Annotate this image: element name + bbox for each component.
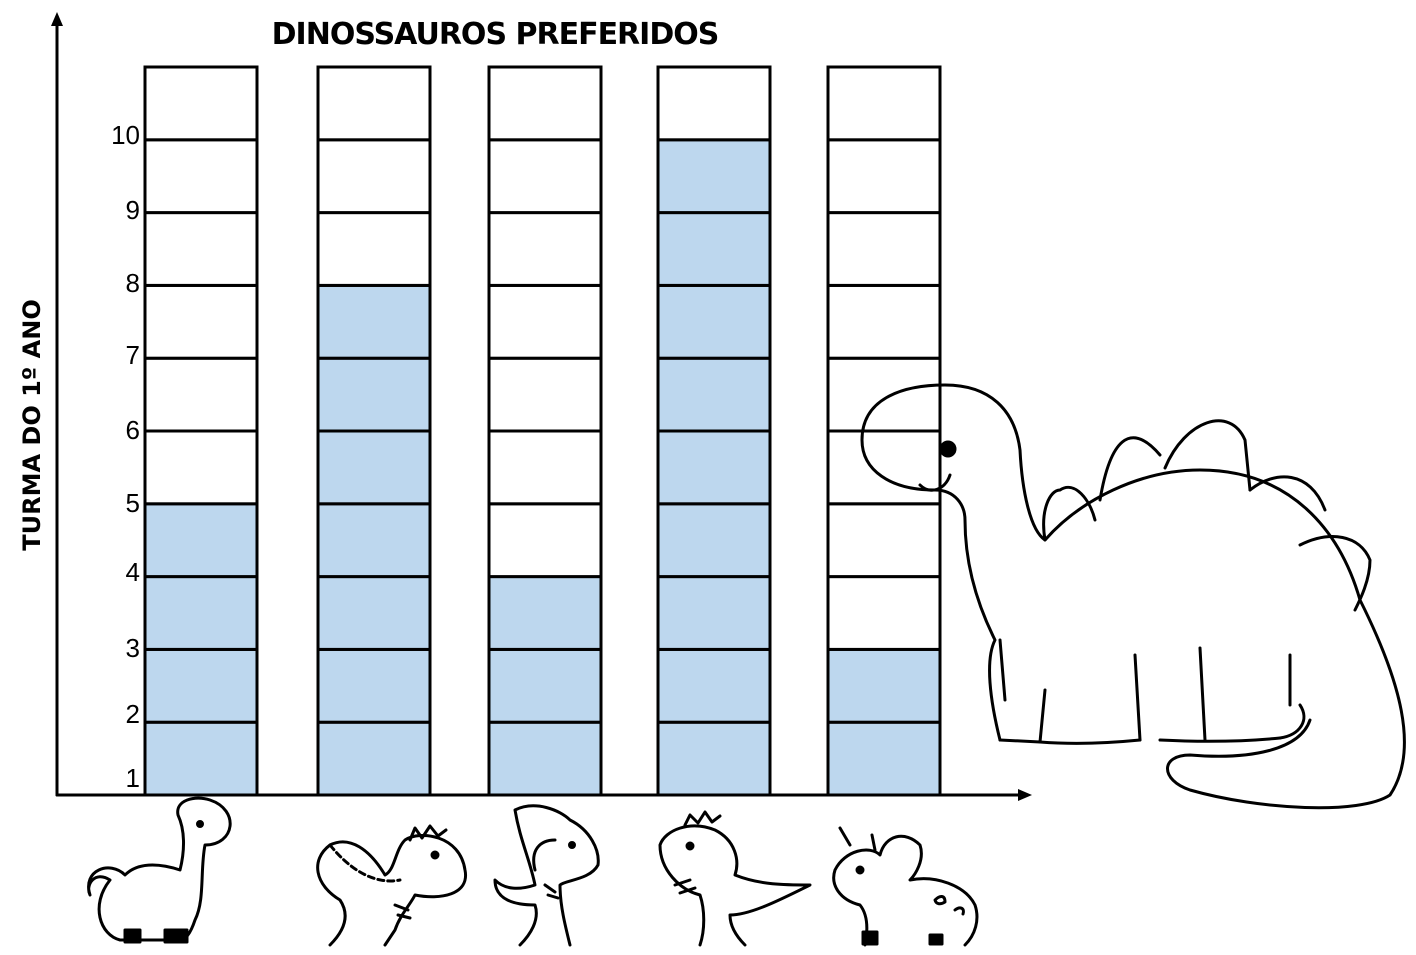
bar-cell-empty [489, 67, 601, 140]
bar-cell-empty [489, 140, 601, 213]
bar-column [145, 67, 257, 795]
y-axis-arrow-icon [51, 12, 63, 26]
y-tick-label: 4 [125, 557, 140, 587]
bar-cell-filled [145, 504, 257, 577]
bar-cell-filled [828, 649, 940, 722]
bar-cell-empty [318, 67, 430, 140]
y-tick-label: 1 [125, 763, 140, 793]
bar-cell-filled [658, 285, 770, 358]
bar-cell-empty [828, 285, 940, 358]
bar-cell-empty [489, 504, 601, 577]
y-tick-label: 8 [125, 268, 140, 298]
bar-cell-empty [489, 358, 601, 431]
bar-cell-filled [489, 722, 601, 795]
bar-cell-filled [658, 504, 770, 577]
bar-cell-empty [318, 213, 430, 286]
spiky-dinosaur-icon [660, 812, 810, 945]
bar-cell-filled [145, 722, 257, 795]
bar-cell-empty [828, 213, 940, 286]
bar-column [828, 67, 940, 795]
bar-cell-empty [828, 358, 940, 431]
bar-cell-filled [318, 649, 430, 722]
bar-cell-empty [145, 285, 257, 358]
bar-cell-empty [489, 285, 601, 358]
bar-cell-empty [318, 140, 430, 213]
bar-cell-empty [828, 67, 940, 140]
brachiosaurus-icon [89, 798, 231, 942]
y-tick-label: 7 [125, 340, 140, 370]
bar-cell-filled [828, 722, 940, 795]
x-axis-arrow-icon [1018, 789, 1032, 801]
bar-cell-filled [318, 358, 430, 431]
bar-cell-empty [828, 140, 940, 213]
bar-cell-filled [318, 722, 430, 795]
bar-cell-filled [318, 285, 430, 358]
bar-cell-empty [489, 213, 601, 286]
bar-cell-empty [489, 431, 601, 504]
bar-cell-filled [145, 649, 257, 722]
bar-column [658, 67, 770, 795]
triceratops-icon [834, 828, 977, 945]
y-tick-label: 6 [125, 415, 140, 445]
bar-cell-filled [318, 504, 430, 577]
bar-cell-filled [145, 577, 257, 650]
y-tick-label: 9 [125, 195, 140, 225]
bar-column [318, 67, 430, 795]
bar-cell-filled [489, 577, 601, 650]
bar-cell-empty [145, 67, 257, 140]
t-rex-icon [318, 826, 466, 945]
y-tick-label: 5 [125, 488, 140, 518]
bar-cell-filled [658, 213, 770, 286]
bar-cell-filled [318, 431, 430, 504]
bar-cell-filled [658, 577, 770, 650]
y-tick-label: 3 [125, 633, 140, 663]
bars [145, 67, 940, 795]
bar-cell-empty [658, 67, 770, 140]
bar-cell-filled [318, 577, 430, 650]
bar-cell-empty [828, 504, 940, 577]
y-tick-labels [111, 120, 140, 793]
y-tick-label: 2 [125, 699, 140, 729]
bar-cell-empty [145, 213, 257, 286]
bar-cell-filled [658, 140, 770, 213]
bar-cell-empty [828, 431, 940, 504]
bar-cell-filled [658, 358, 770, 431]
bar-cell-empty [828, 577, 940, 650]
bar-cell-filled [658, 722, 770, 795]
bar-cell-filled [489, 649, 601, 722]
chart-title: DINOSSAUROS PREFERIDOS [271, 17, 719, 52]
bar-column [489, 67, 601, 795]
bar-cell-empty [145, 140, 257, 213]
bar-cell-empty [145, 431, 257, 504]
y-axis-label: TURMA DO 1º ANO [18, 299, 46, 551]
bar-cell-filled [658, 431, 770, 504]
bar-cell-empty [145, 358, 257, 431]
parasaurolophus-icon [495, 806, 598, 945]
y-tick-label: 10 [111, 120, 140, 150]
sauropod-illustration-icon [862, 385, 1404, 808]
bar-cell-filled [658, 649, 770, 722]
